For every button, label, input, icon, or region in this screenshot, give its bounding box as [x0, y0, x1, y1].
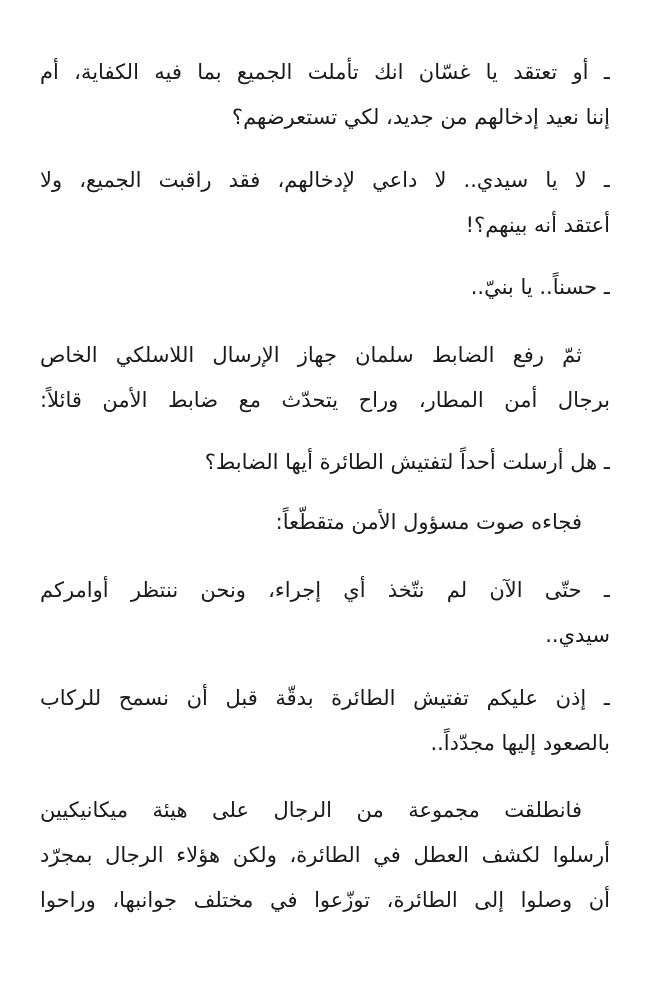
text-line: ـ حتّى الآن لم نتّخذ أي إجراء، ونحن ننتظر أوامركم — [40, 578, 610, 602]
text-line: سيدي.. — [545, 623, 610, 647]
text-line: أن وصلوا إلى الطائرة، توزّعوا في مختلف جوانبها، وراحوا — [40, 888, 610, 912]
text-line: فجاءه صوت مسؤول الأمن متقطّعاً: — [275, 510, 582, 534]
text-line: أرسلوا لكشف العطل في الطائرة، ولكن هؤلاء الرجال بمجرّد — [40, 843, 610, 867]
text-line: إننا نعيد إدخالهم من جديد، لكي تستعرضهم؟ — [231, 105, 610, 129]
text-line: ـ لا يا سيدي.. لا داعي لإدخالهم، فقد راقبت الجميع، ولا — [40, 168, 610, 192]
book-page — [40, 0, 610, 1000]
text-line: ـ أو تعتقد يا غسّان انك تأملت الجميع بما فيه الكفاية، أم — [40, 60, 610, 84]
text-line: ـ حسناً.. يا بنيّ.. — [470, 275, 610, 299]
text-line: ـ هل أرسلت أحداً لتفتيش الطائرة أيها الضابط؟ — [204, 450, 610, 474]
text-line: برجال أمن المطار، وراح يتحدّث مع ضابط الأمن قائلاً: — [40, 388, 610, 412]
text-line: فانطلقت مجموعة من الرجال على هيئة ميكانيكيين — [40, 798, 582, 822]
text-line: بالصعود إليها مجدّداً.. — [430, 731, 610, 755]
text-line: ثمّ رفع الضابط سلمان جهاز الإرسال اللاسلكي الخاص — [40, 343, 582, 367]
text-line: ـ إذن عليكم تفتيش الطائرة بدقّة قبل أن نسمح للركاب — [40, 686, 610, 710]
text-line: أعتقد أنه بينهم؟! — [465, 213, 610, 237]
